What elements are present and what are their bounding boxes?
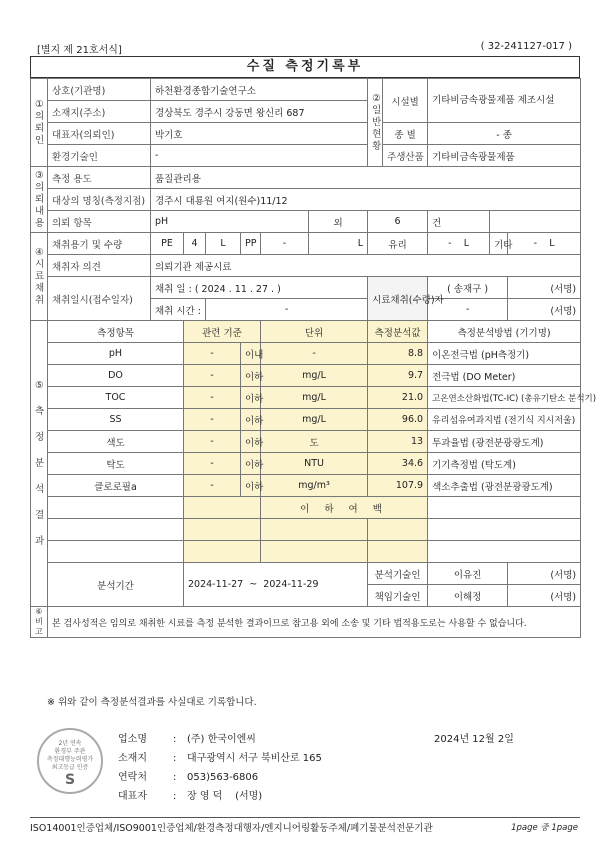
table-row — [31, 365, 581, 387]
container-qty-2: - L — [428, 233, 490, 255]
seal-line4: 최고등급 인증 — [51, 764, 89, 771]
col-header-std: 관련 기준 — [184, 321, 261, 343]
result-method: 투과율법 (광전분광광도계) — [428, 431, 581, 453]
s4-collector-value-2: - — [428, 299, 508, 321]
analyst-name: 이유진 — [428, 563, 508, 585]
table-row — [31, 453, 581, 475]
company-label: 연락처 — [118, 772, 147, 783]
s4-sign-2: (서명) — [508, 299, 581, 321]
result-unit: - — [261, 343, 368, 365]
result-unit: 도 — [261, 431, 368, 453]
container-qty-3: - L — [508, 233, 581, 255]
footer-divider — [30, 817, 580, 818]
company-name-row: 업소명 : (주) 한국이엔씨 — [118, 730, 256, 745]
s4-time-value: - — [206, 299, 368, 321]
container-unit-0: L — [206, 233, 241, 255]
s4-sign: (서명) — [508, 277, 581, 299]
result-value: 13 — [368, 431, 428, 453]
result-item: 색도 — [48, 431, 184, 453]
table-row — [31, 387, 581, 409]
company-label: 소재지 — [118, 753, 147, 764]
result-value: 8.8 — [368, 343, 428, 365]
s4-date-label: 채취 일 : — [155, 283, 192, 295]
result-unit: mg/L — [261, 365, 368, 387]
blank-marker: 이 하 여 백 — [261, 497, 428, 519]
remark-text: 본 검사성적은 임의로 채취한 시료를 측정 분석한 결과이므로 참고용 외에 소송 및 기타 법적용도로는 사용할 수 없습니다. — [48, 607, 581, 638]
table-row — [31, 409, 581, 431]
result-method: 유리섬유여과지법 (전기식 지시저울) — [428, 409, 581, 431]
certification-seal — [37, 728, 103, 794]
company-address-row: 소재지 : 대구광역시 서구 북비산로 165 — [118, 749, 322, 764]
result-rel: 이내 — [241, 343, 261, 365]
container-type-1: PP — [241, 233, 261, 255]
s4-opinion-label: 채취자 의견 — [48, 255, 151, 277]
result-item: 탁도 — [48, 453, 184, 475]
manager-sign: (서명) — [508, 585, 581, 607]
container-qty-0: 4 — [184, 233, 206, 255]
result-method: 이온전극법 (pH측정기) — [428, 343, 581, 365]
company-value: 053)563-6806 — [187, 772, 259, 783]
result-value: 96.0 — [368, 409, 428, 431]
form-label: [별지 제 21호서식] — [37, 45, 122, 56]
s3-label-2: 의뢰 항목 — [48, 211, 151, 233]
period-sep: ~ — [249, 579, 258, 590]
col-header-value: 측정분석값 — [368, 321, 428, 343]
s2-value-0: 기타비금속광물제품 제조시설 — [428, 79, 581, 123]
s4-opinion-value: 의뢰기관 제공시료 — [151, 255, 581, 277]
result-std: - — [184, 343, 241, 365]
s1-value-0: 하천환경종합기술연구소 — [151, 79, 368, 101]
container-type-2: 유리 — [368, 233, 428, 255]
manager-name: 이해정 — [428, 585, 508, 607]
company-value: 대구광역시 서구 북비산로 165 — [187, 753, 322, 764]
section2-label: ② 일 반 현 황 — [368, 79, 383, 167]
record-table — [30, 78, 597, 638]
table-row — [31, 475, 581, 497]
result-rel: 이하 — [241, 409, 261, 431]
result-method: 기기측정법 (탁도계) — [428, 453, 581, 475]
result-std: - — [184, 365, 241, 387]
result-rel: 이하 — [241, 431, 261, 453]
s2-value-1: - 종 — [428, 123, 581, 145]
result-value: 107.9 — [368, 475, 428, 497]
s2-label-1: 종 별 — [383, 123, 428, 145]
page-title: 수질 측정기록부 — [30, 56, 580, 78]
company-sign: (서명) — [235, 791, 263, 802]
result-item: pH — [48, 343, 184, 365]
period-to: 2024-11-29 — [263, 579, 319, 590]
container-qty-1: - — [261, 233, 309, 255]
result-rel: 이하 — [241, 387, 261, 409]
result-item: SS — [48, 409, 184, 431]
result-method: 전극법 (DO Meter) — [428, 365, 581, 387]
result-item: DO — [48, 365, 184, 387]
s3-unit: 건 — [428, 211, 490, 233]
s3-value-2: pH — [151, 211, 309, 233]
result-std: - — [184, 387, 241, 409]
s4-date — [151, 277, 368, 299]
seal-line1: 2년 연속 — [58, 740, 82, 747]
page-number: 1page 중 1page — [511, 823, 578, 833]
result-std: - — [184, 453, 241, 475]
s3-label-1: 대상의 명칭(측정지점) — [48, 189, 151, 211]
result-std: - — [184, 475, 241, 497]
section1-label: ① 의 뢰 인 — [31, 79, 48, 167]
s1-value-1: 경상북도 경주시 강동면 왕신리 687 — [151, 101, 368, 123]
section6-label: ⑥ 비고 — [31, 607, 48, 638]
col-header-method: 측정분석방법 (기기명) — [428, 321, 581, 343]
s2-label-0: 시설별 — [383, 79, 428, 123]
company-phone-row: 연락처 : 053)563-6806 — [118, 768, 258, 783]
result-unit: mg/m³ — [261, 475, 368, 497]
result-rel: 이하 — [241, 453, 261, 475]
result-rel: 이하 — [241, 475, 261, 497]
form-code: ( 32-241127-017 ) — [480, 41, 572, 52]
result-value: 21.0 — [368, 387, 428, 409]
company-ceo-row: 대표자 : 장 영 덕 (서명) — [118, 787, 262, 802]
table-row — [31, 431, 581, 453]
container-unit-3: L — [549, 238, 555, 249]
period-from: 2024-11-27 — [188, 579, 244, 590]
s4-container-label: 채취용기 및 수량 — [48, 233, 151, 255]
analyst-sign: (서명) — [508, 563, 581, 585]
result-unit: mg/L — [261, 409, 368, 431]
result-value: 9.7 — [368, 365, 428, 387]
company-value: (주) 한국이엔씨 — [187, 734, 256, 745]
company-value: 장 영 덕 — [187, 791, 223, 802]
analyst-label: 분석기술인 — [368, 563, 428, 585]
result-unit: NTU — [261, 453, 368, 475]
result-std: - — [184, 431, 241, 453]
result-method: 색소추출법 (광전분광광도계) — [428, 475, 581, 497]
certifications: ISO14001인증업체/ISO9001인증업체/환경측정대행자/엔지니어링활동주체/폐기물분석전문기관 — [30, 823, 433, 834]
manager-label: 책임기술인 — [368, 585, 428, 607]
col-header-unit: 단위 — [261, 321, 368, 343]
period-range — [184, 563, 368, 607]
s1-value-2: 박기호 — [151, 123, 368, 145]
s4-collector-value: ( 송재구 ) — [428, 277, 508, 299]
s3-value-0: 품질관리용 — [151, 167, 581, 189]
s3-label-0: 측정 용도 — [48, 167, 151, 189]
s1-value-3: - — [151, 145, 368, 167]
s1-label-1: 소재지(주소) — [48, 101, 151, 123]
seal-line2: 환경부 주관 — [54, 748, 86, 755]
section5-label: ⑤ 측 정 분 석 결 과 — [31, 321, 48, 607]
s3-count: 6 — [368, 211, 428, 233]
footnote: ※ 위와 같이 측정분석결과를 사실대로 기록합니다. — [47, 697, 257, 708]
s1-label-0: 상호(기관명) — [48, 79, 151, 101]
result-value: 34.6 — [368, 453, 428, 475]
company-label: 업소명 — [118, 734, 147, 745]
s3-value-1: 경주시 대룡원 여지(원수)11/12 — [151, 189, 581, 211]
s4-datetime-label: 채취일시(접수일자) — [48, 277, 151, 321]
result-std: - — [184, 409, 241, 431]
issue-date: 2024년 12월 2일 — [434, 734, 514, 745]
s3-extra: 외 — [309, 211, 368, 233]
result-item: 클로로필a — [48, 475, 184, 497]
col-header-item: 측정항목 — [48, 321, 184, 343]
s4-date-value: ( 2024 . 11 . 27 . ) — [194, 283, 281, 295]
company-label: 대표자 — [118, 791, 147, 802]
section4-label: ④ 시 료 채 취 — [31, 233, 48, 321]
s2-value-2: 기타비금속광물제품 — [428, 145, 581, 167]
container-unit-2: L — [463, 238, 469, 249]
s4-collector-label: 시료채취(수령)자 — [368, 277, 428, 321]
section3-label: ③ 의뢰 내용 — [31, 167, 48, 233]
result-method: 고온연소산화법(TC-IC) (총유기탄소 분석기) — [428, 387, 581, 409]
result-item: TOC — [48, 387, 184, 409]
result-rel: 이하 — [241, 365, 261, 387]
container-type-0: PE — [151, 233, 184, 255]
table-row — [31, 343, 581, 365]
result-unit: mg/L — [261, 387, 368, 409]
seal-line3: 측정대행능력평가 — [46, 756, 94, 763]
s1-label-2: 대표자(의뢰인) — [48, 123, 151, 145]
s2-label-2: 주생산품 — [383, 145, 428, 167]
container-type-3: 기타 — [490, 233, 508, 255]
period-label: 분석기간 — [48, 563, 184, 607]
s4-time-label: 채취 시간 : — [151, 299, 206, 321]
s1-label-3: 환경기술인 — [48, 145, 151, 167]
container-unit-1: L — [309, 233, 368, 255]
seal-letter: S — [64, 772, 76, 788]
